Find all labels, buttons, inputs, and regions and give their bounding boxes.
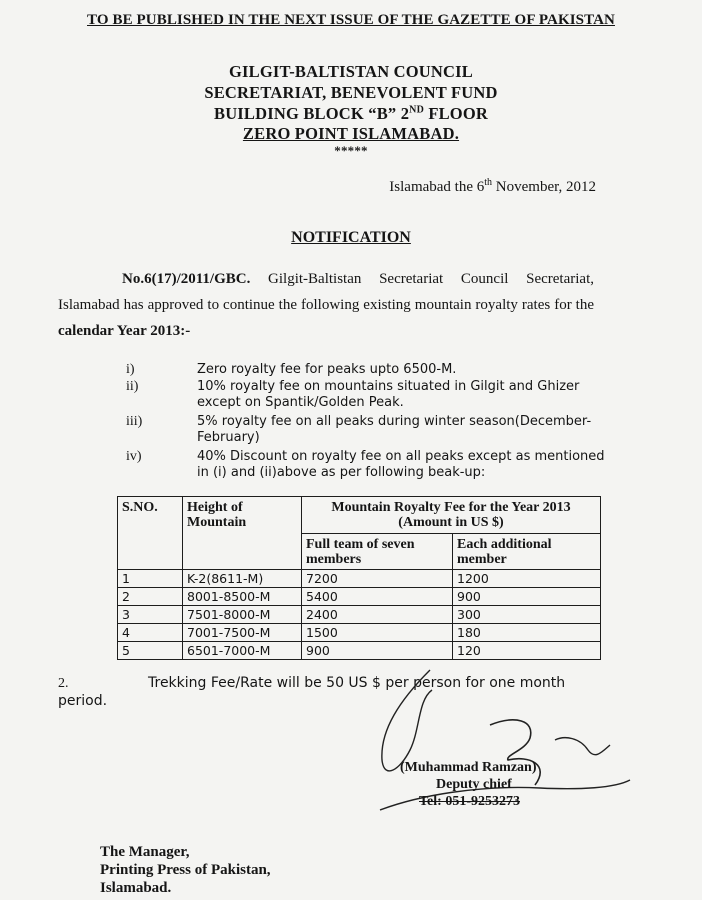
header-full-team: Full team of seven members [302, 534, 453, 570]
condition-text: 10% royalty fee on mountains situated in Gilgit and Ghizer except on Spantik/Golden Peak. [197, 379, 580, 410]
address-line-2: SECRETARIAT, BENEVOLENT FUND [204, 83, 498, 102]
date-line: Islamabad the 6th November, 2012 [389, 177, 596, 195]
cell-additional: 900 [453, 588, 601, 606]
condition-num: i) [126, 362, 135, 377]
para2-text: Trekking Fee/Rate will be 50 US $ per person for one month period. [58, 675, 566, 709]
cell-height: 8001-8500-M [183, 588, 302, 606]
cell-full-team: 7200 [302, 570, 453, 588]
header-fee-group: Mountain Royalty Fee for the Year 2013 (Amount in US $) [302, 497, 601, 534]
notification-title: NOTIFICATION [291, 229, 411, 246]
cell-full-team: 2400 [302, 606, 453, 624]
cell-height: 6501-7000-M [183, 642, 302, 660]
cell-additional: 180 [453, 624, 601, 642]
cell-full-team: 900 [302, 642, 453, 660]
recipient-line-1: The Manager, [100, 844, 190, 860]
cell-sno: 3 [118, 606, 183, 624]
address-line-3: BUILDING BLOCK “B” 2ND FLOOR [213, 104, 488, 123]
signatory-tel: Tel: 051-9253273 [419, 794, 520, 809]
condition-num: iv) [126, 449, 142, 464]
condition-text: 40% Discount on royalty fee on all peaks except as mentioned in (i) and (ii)above as per following beak-up: [197, 449, 605, 480]
cell-height: 7001-7500-M [183, 624, 302, 642]
cell-additional: 300 [453, 606, 601, 624]
signatory-name: (Muhammad Ramzan) [400, 760, 537, 775]
royalty-table [117, 496, 601, 660]
table-row [118, 642, 601, 660]
cell-sno: 5 [118, 642, 183, 660]
cell-sno: 1 [118, 570, 183, 588]
cell-full-team: 5400 [302, 588, 453, 606]
condition-num: iii) [126, 414, 143, 429]
header-sno: S.NO. [118, 497, 183, 570]
condition-text: 5% royalty fee on all peaks during winter season(December-February) [197, 414, 592, 445]
table-row [118, 588, 601, 606]
cell-sno: 2 [118, 588, 183, 606]
reference-number: No.6(17)/2011/GBC. [122, 271, 251, 287]
condition-num: ii) [126, 379, 139, 394]
table-header-row [118, 497, 601, 534]
cell-height: 7501-8000-M [183, 606, 302, 624]
cell-full-team: 1500 [302, 624, 453, 642]
signatory-designation: Deputy chief [436, 777, 512, 792]
recipient-line-2: Printing Press of Pakistan, [100, 862, 271, 878]
table-row [118, 570, 601, 588]
para2-number: 2. [58, 676, 69, 691]
cell-height: K-2(8611-M) [183, 570, 302, 588]
header-height: Height of Mountain [183, 497, 302, 570]
cell-additional: 1200 [453, 570, 601, 588]
table-row [118, 624, 601, 642]
address-stars: ***** [334, 143, 368, 158]
condition-text: Zero royalty fee for peaks upto 6500-M. [197, 362, 457, 377]
cell-sno: 4 [118, 624, 183, 642]
intro-paragraph: No.6(17)/2011/GBC. Gilgit-Baltistan Secretariat Council Secretariat, Islamabad has approved to continue the following existing mountain royalty rates for the calendar Year 2013:- [58, 271, 594, 339]
address-line-1: GILGIT-BALTISTAN COUNCIL [229, 62, 473, 81]
recipient-line-3: Islamabad. [100, 880, 172, 896]
table-row [118, 606, 601, 624]
address-line-4: ZERO POINT ISLAMABAD. [242, 124, 460, 143]
header-additional: Each additional member [453, 534, 601, 570]
gazette-heading: TO BE PUBLISHED IN THE NEXT ISSUE OF THE GAZETTE OF PAKISTAN [87, 12, 615, 28]
cell-additional: 120 [453, 642, 601, 660]
